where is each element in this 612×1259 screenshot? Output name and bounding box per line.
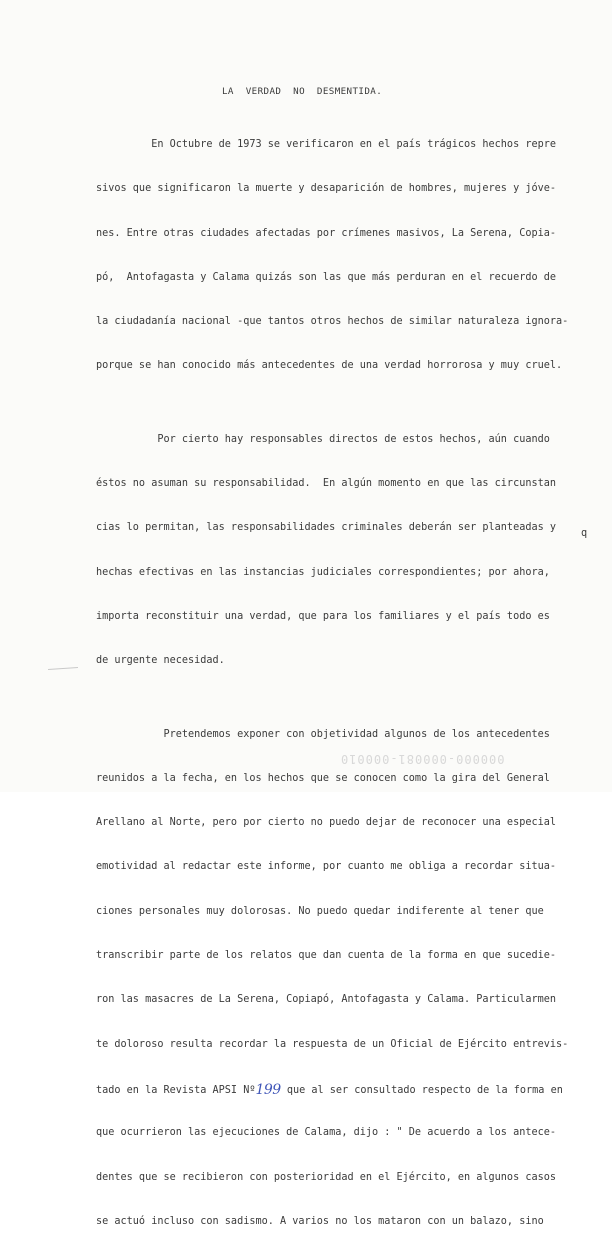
body-line: la ciudadanía nacional -que tantos otros hechos de similar naturaleza ignora- [96,316,569,328]
body-line: porque se han conocido más antecedentes de una verdad horrorosa y muy cruel. [96,360,563,372]
body-line: cias lo permitan, las responsabilidades criminales deberán ser planteadas y [96,522,557,534]
body-line: hechas efectivas en las instancias judiciales correspondientes; por ahora, [96,566,550,578]
body-line: importa reconstituir una verdad, que para los familiares y el país todo es [96,610,550,622]
handwritten-issue-number: 199 [255,1081,281,1098]
body-line: se actuó incluso con sadismo. A varios no los mataron con un balazo, sino [96,1215,544,1227]
body-line-end: que al ser consultado respecto de la forma en [280,1084,563,1096]
body-line: emotividad al redactar este informe, por cuanto me obliga a recordar situa- [96,861,557,873]
body-line: En Octubre de 1973 se verificaron en el país trágicos hechos repre [96,139,557,150]
body-line: que ocurrieron las ejecuciones de Calama, dijo : " De acuerdo a los antece- [96,1127,557,1139]
body-line: te doloroso resulta recordar la respuesta de un Oficial de Ejército entrevis- [96,1038,569,1050]
margin-mark: q [581,528,588,539]
document-title: LA VERDAD NO DESMENTIDA. [222,86,383,97]
body-line: ron las masacres de La Serena, Copiapó, Antofagasta y Calama. Particularmen [96,994,557,1006]
document-body [96,116,568,1259]
body-line: de urgente necesidad. [96,655,225,667]
paragraph-gap [96,404,568,411]
body-line: Por cierto hay responsables directos de estos hechos, aún cuando [96,433,550,445]
fold-mark [48,667,78,670]
body-line: Pretendemos exponer con objetividad algunos de los antecedentes [96,728,550,740]
archive-stamp: 000000-000081-000010 [340,752,505,766]
body-line: dentes que se recibieron con posterioridad en el Ejército, en algunos casos [96,1171,557,1183]
body-line: Arellano al Norte, pero por cierto no puedo dejar de reconocer una especial [96,817,557,829]
body-line: ciones personales muy dolorosas. No puedo quedar indiferente al tener que [96,905,544,917]
body-line: sivos que significaron la muerte y desaparición de hombres, mujeres y jóve- [96,183,557,195]
body-line: pó, Antofagasta y Calama quizás son las que más perduran en el recuerdo de [96,271,557,283]
body-line: transcribir parte de los relatos que dan cuenta de la forma en que sucedie- [96,950,557,962]
body-line: éstos no asuman su responsabilidad. En algún momento en que las circunstan [96,478,557,490]
body-line-start: tado en la Revista APSI Nº [96,1084,256,1096]
body-line: nes. Entre otras ciudades afectadas por crímenes masivos, La Serena, Copia- [96,227,557,239]
body-line: reunidos a la fecha, en los hechos que se conocen como la gira del General [96,772,550,784]
paragraph-gap [96,699,568,706]
body-line-with-handwriting [96,1082,568,1104]
